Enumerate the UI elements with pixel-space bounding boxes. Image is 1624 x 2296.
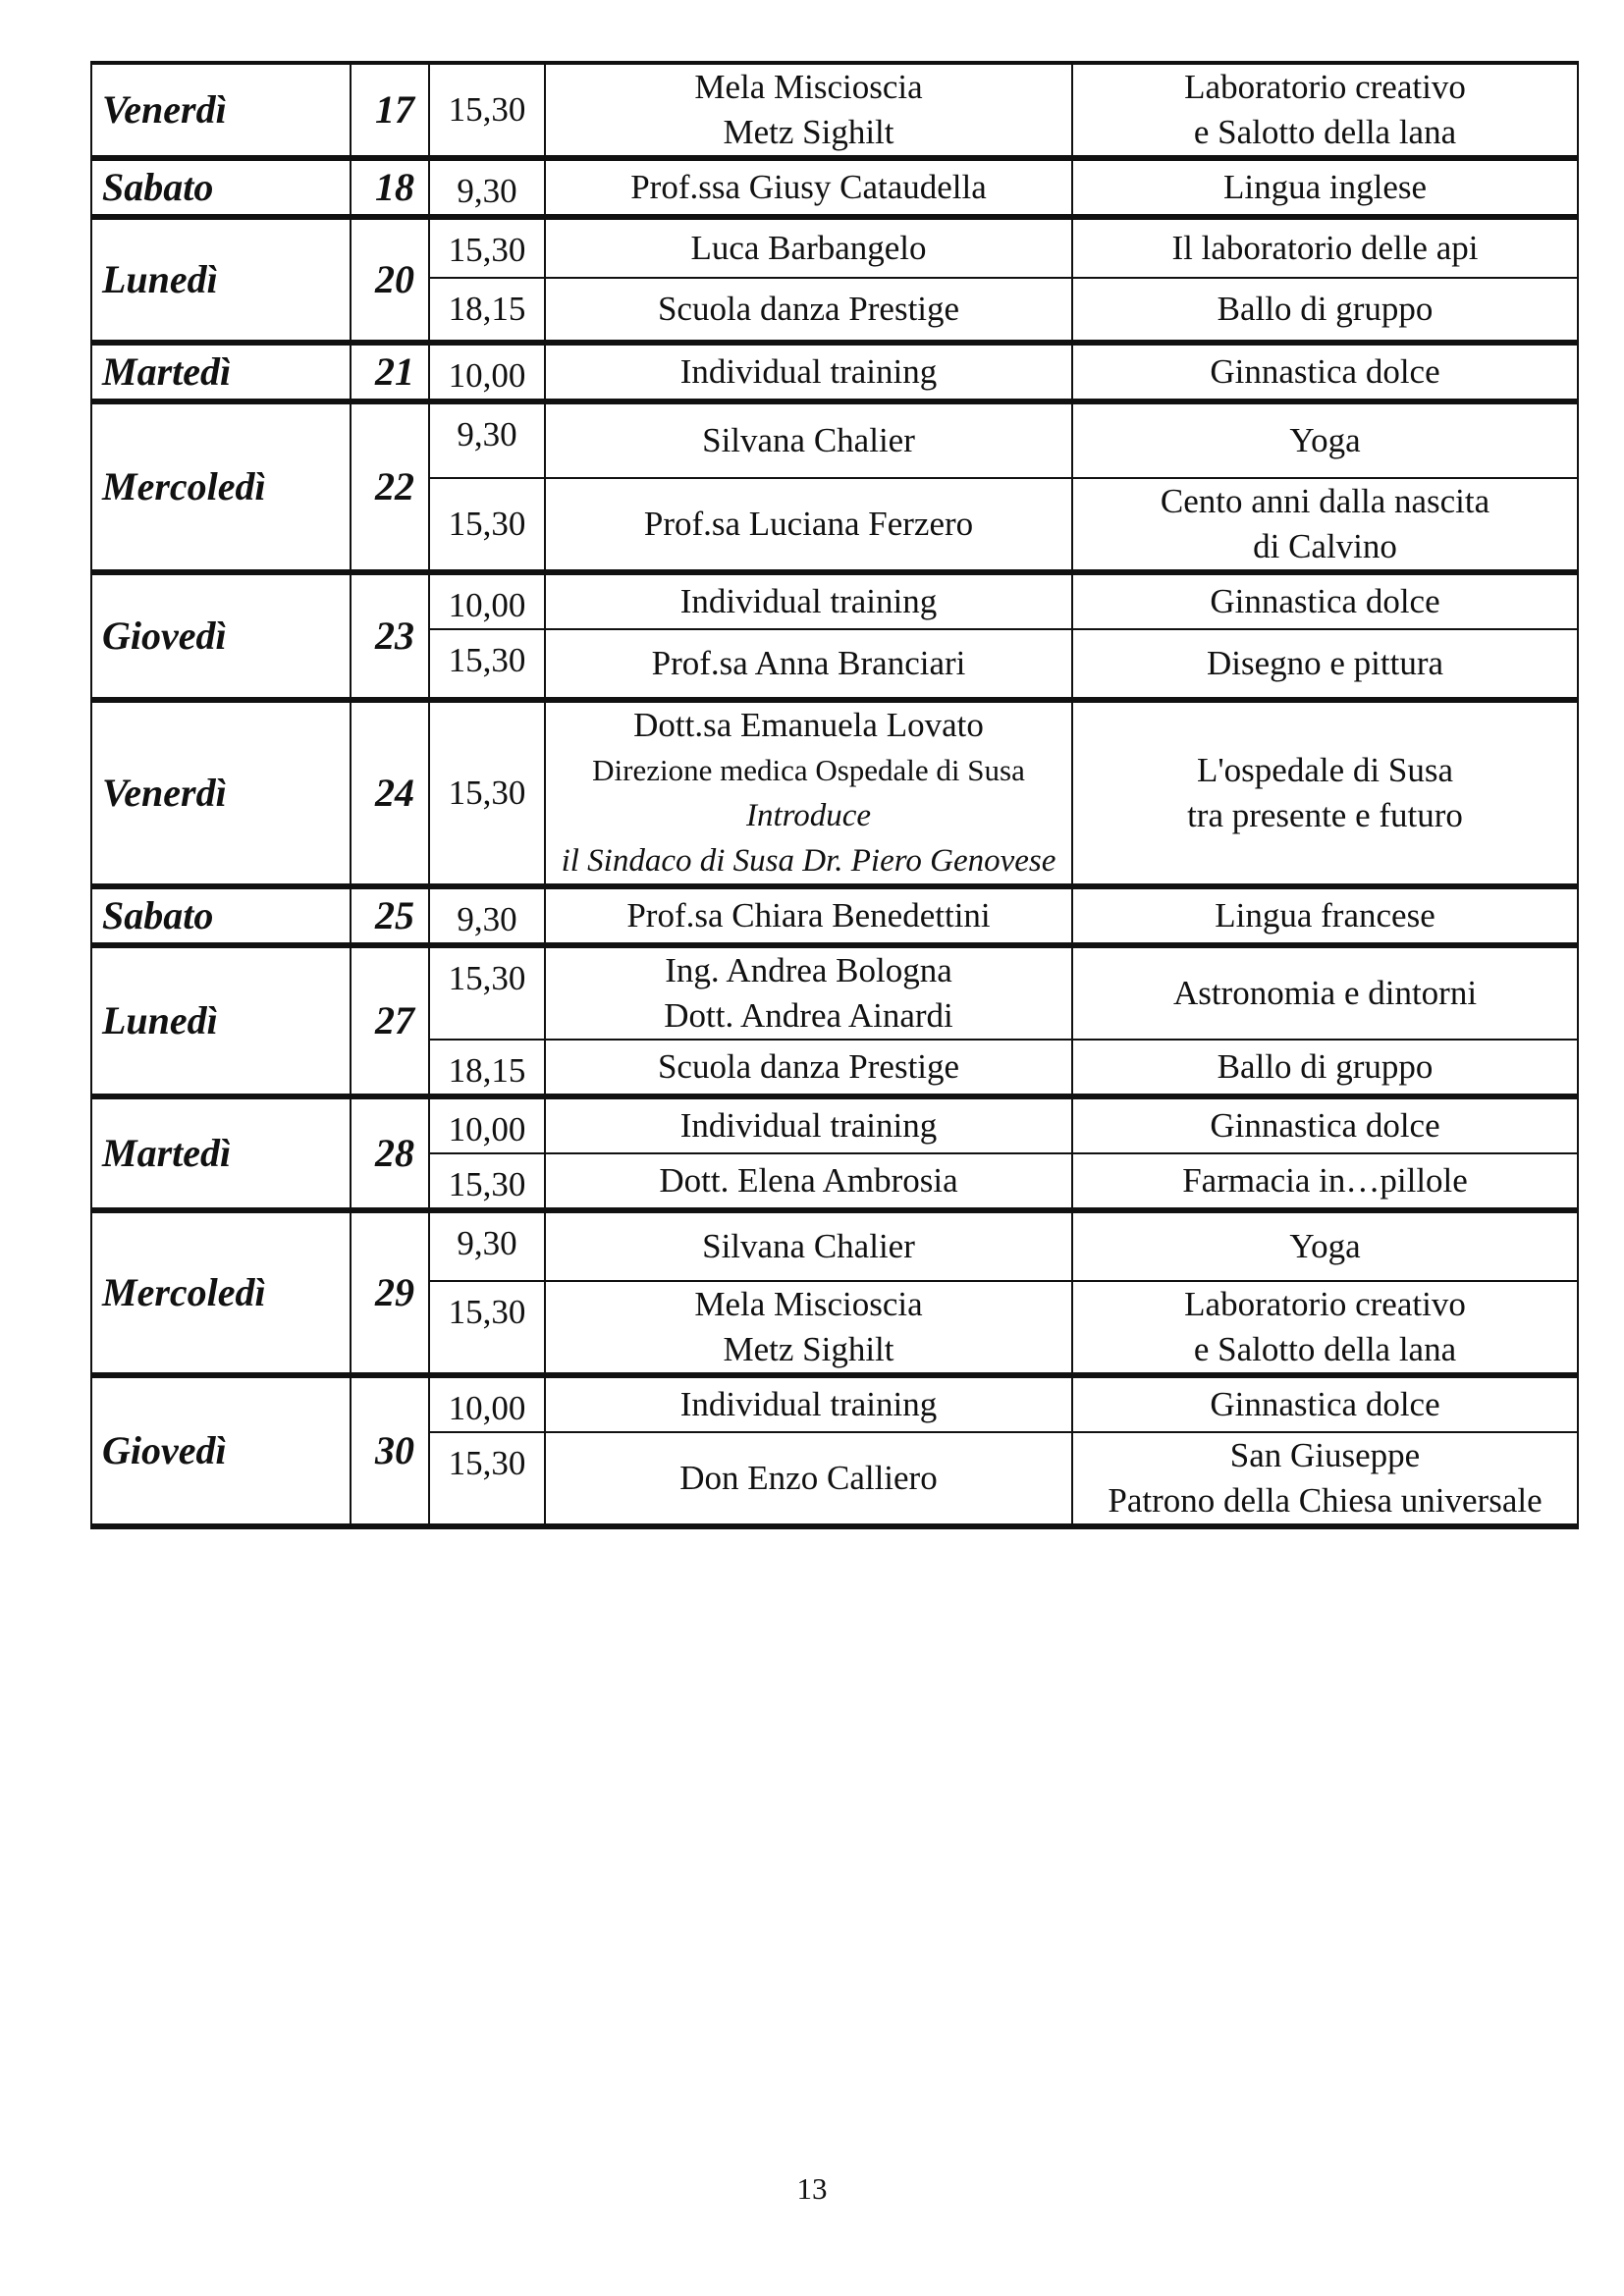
topic-line: Patrono della Chiesa universale [1108, 1481, 1543, 1520]
topic-line: Laboratorio creativo [1184, 1285, 1466, 1323]
time-cell: 10,00 [429, 1096, 545, 1153]
date-number-cell: 17 [351, 63, 429, 158]
schedule-row [91, 572, 1578, 629]
topic-cell [1072, 478, 1578, 572]
speaker-role: Direzione medica Ospedale di Susa [592, 753, 1025, 787]
topic-line: di Calvino [1253, 527, 1397, 565]
weekday-cell: Mercoledì [91, 1210, 351, 1375]
topic-cell [1072, 945, 1578, 1040]
weekday-cell: Venerdì [91, 63, 351, 158]
topic-cell [1072, 217, 1578, 278]
weekday-cell: Sabato [91, 158, 351, 217]
speaker-cell [545, 401, 1072, 478]
speaker-note: il Sindaco di Susa Dr. Piero Genovese [561, 843, 1056, 879]
speaker-line: Prof.ssa Giusy Cataudella [630, 168, 987, 206]
speaker-line: Ing. Andrea Bologna [665, 951, 952, 989]
speaker-line: Prof.sa Chiara Benedettini [626, 896, 991, 934]
schedule-row [91, 158, 1578, 217]
date-number-cell: 23 [351, 572, 429, 700]
speaker-line: Scuola danza Prestige [657, 290, 960, 328]
speaker-cell [545, 945, 1072, 1040]
topic-line: Cento anni dalla nascita [1160, 482, 1490, 520]
speaker-cell [545, 278, 1072, 343]
speaker-note: Introduce [745, 798, 872, 833]
topic-line: Lingua francese [1215, 896, 1435, 934]
time-cell: 15,30 [429, 945, 545, 1040]
time-cell: 10,00 [429, 572, 545, 629]
time-cell: 15,30 [429, 478, 545, 572]
speaker-line: Prof.sa Anna Branciari [651, 644, 966, 682]
date-number-cell: 27 [351, 945, 429, 1096]
time-cell: 9,30 [429, 401, 545, 478]
time-cell: 18,15 [429, 1040, 545, 1096]
topic-cell [1072, 63, 1578, 158]
schedule-row [91, 1375, 1578, 1432]
speaker-cell [545, 572, 1072, 629]
speaker-line: Individual training [679, 582, 938, 620]
schedule-body [91, 63, 1578, 1526]
topic-line: Ballo di gruppo [1217, 1047, 1434, 1086]
topic-cell [1072, 1375, 1578, 1432]
speaker-line: Mela Miscioscia [694, 68, 923, 106]
speaker-cell [545, 886, 1072, 945]
speaker-cell [545, 1096, 1072, 1153]
topic-line: Astronomia e dintorni [1172, 974, 1478, 1012]
speaker-line: Individual training [679, 1385, 938, 1423]
topic-line: San Giuseppe [1229, 1436, 1421, 1474]
schedule-row [91, 1210, 1578, 1281]
topic-line: L'ospedale di Susa [1197, 751, 1453, 789]
topic-cell [1072, 886, 1578, 945]
speaker-cell [545, 629, 1072, 700]
speaker-line: Silvana Chalier [702, 1227, 915, 1265]
topic-line: tra presente e futuro [1187, 796, 1463, 834]
page-number: 13 [796, 2171, 828, 2206]
speaker-cell [545, 343, 1072, 401]
speaker-line: Don Enzo Calliero [679, 1459, 938, 1497]
topic-line: e Salotto della lana [1193, 113, 1457, 151]
speaker-line: Mela Miscioscia [694, 1285, 923, 1323]
date-number-cell: 20 [351, 217, 429, 343]
date-number-cell: 22 [351, 401, 429, 572]
topic-line: Ballo di gruppo [1217, 290, 1434, 328]
speaker-line: Prof.sa Luciana Ferzero [643, 505, 974, 543]
weekday-cell: Lunedì [91, 945, 351, 1096]
schedule-row [91, 700, 1578, 886]
speaker-line: Dott.sa Emanuela Lovato [633, 706, 984, 744]
time-cell: 15,30 [429, 629, 545, 700]
topic-line: Ginnastica dolce [1210, 352, 1440, 391]
weekday-cell: Lunedì [91, 217, 351, 343]
topic-cell [1072, 1096, 1578, 1153]
weekday-cell: Mercoledì [91, 401, 351, 572]
speaker-line: Individual training [679, 1106, 938, 1145]
speaker-cell [545, 63, 1072, 158]
topic-line: Ginnastica dolce [1210, 582, 1440, 620]
time-cell: 15,30 [429, 1153, 545, 1210]
schedule-row [91, 343, 1578, 401]
schedule-row [91, 1096, 1578, 1153]
topic-cell [1072, 401, 1578, 478]
topic-line: Disegno e pittura [1206, 644, 1444, 682]
speaker-cell [545, 1432, 1072, 1526]
topic-line: Ginnastica dolce [1210, 1106, 1440, 1145]
weekday-cell: Martedì [91, 343, 351, 401]
topic-cell [1072, 572, 1578, 629]
schedule-row [91, 401, 1578, 478]
topic-cell [1072, 278, 1578, 343]
topic-line: Lingua inglese [1222, 168, 1428, 206]
schedule-row [91, 217, 1578, 278]
speaker-cell [545, 700, 1072, 886]
schedule-row [91, 886, 1578, 945]
time-cell: 15,30 [429, 700, 545, 886]
topic-cell [1072, 1210, 1578, 1281]
schedule-row [91, 945, 1578, 1040]
speaker-line: Individual training [679, 352, 938, 391]
schedule-row [91, 63, 1578, 158]
speaker-cell [545, 478, 1072, 572]
topic-line: Farmacia in…pillole [1182, 1161, 1468, 1200]
time-cell: 15,30 [429, 1281, 545, 1375]
speaker-line: Scuola danza Prestige [657, 1047, 960, 1086]
speaker-line: Metz Sighilt [723, 1330, 894, 1368]
time-cell: 10,00 [429, 343, 545, 401]
time-cell: 9,30 [429, 158, 545, 217]
topic-cell [1072, 629, 1578, 700]
topic-line: Il laboratorio delle api [1171, 229, 1479, 267]
speaker-line: Metz Sighilt [723, 113, 894, 151]
topic-cell [1072, 1432, 1578, 1526]
time-cell: 18,15 [429, 278, 545, 343]
topic-cell [1072, 1040, 1578, 1096]
date-number-cell: 18 [351, 158, 429, 217]
date-number-cell: 25 [351, 886, 429, 945]
speaker-line: Dott. Elena Ambrosia [659, 1161, 958, 1200]
time-cell: 15,30 [429, 1432, 545, 1526]
date-number-cell: 21 [351, 343, 429, 401]
date-number-cell: 29 [351, 1210, 429, 1375]
speaker-line: Silvana Chalier [702, 421, 915, 459]
weekday-cell: Sabato [91, 886, 351, 945]
speaker-cell [545, 1153, 1072, 1210]
speaker-cell [545, 217, 1072, 278]
topic-line: e Salotto della lana [1193, 1330, 1457, 1368]
speaker-cell [545, 1375, 1072, 1432]
speaker-cell [545, 158, 1072, 217]
topic-line: Yoga [1289, 421, 1361, 459]
topic-line: Ginnastica dolce [1210, 1385, 1440, 1423]
topic-cell [1072, 343, 1578, 401]
time-cell: 15,30 [429, 217, 545, 278]
time-cell: 10,00 [429, 1375, 545, 1432]
weekday-cell: Giovedì [91, 572, 351, 700]
weekday-cell: Martedì [91, 1096, 351, 1210]
time-cell: 9,30 [429, 886, 545, 945]
speaker-line: Dott. Andrea Ainardi [664, 996, 953, 1035]
speaker-cell [545, 1210, 1072, 1281]
date-number-cell: 28 [351, 1096, 429, 1210]
date-number-cell: 24 [351, 700, 429, 886]
date-number-cell: 30 [351, 1375, 429, 1526]
weekday-cell: Giovedì [91, 1375, 351, 1526]
schedule-table [90, 61, 1579, 1529]
topic-cell [1072, 1281, 1578, 1375]
speaker-cell [545, 1281, 1072, 1375]
topic-cell [1072, 700, 1578, 886]
time-cell: 15,30 [429, 63, 545, 158]
speaker-cell [545, 1040, 1072, 1096]
topic-cell [1072, 158, 1578, 217]
topic-cell [1072, 1153, 1578, 1210]
time-cell: 9,30 [429, 1210, 545, 1281]
speaker-line: Luca Barbangelo [690, 229, 927, 267]
weekday-cell: Venerdì [91, 700, 351, 886]
topic-line: Laboratorio creativo [1184, 68, 1466, 106]
topic-line: Yoga [1289, 1227, 1361, 1265]
